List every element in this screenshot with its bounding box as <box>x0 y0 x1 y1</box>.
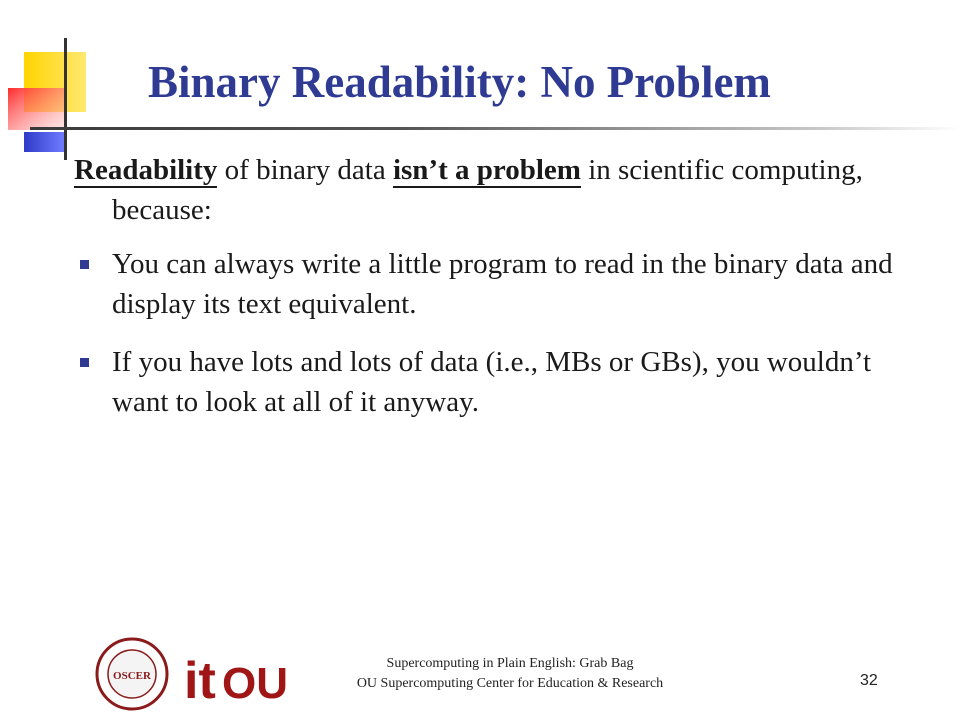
square-bullet-icon <box>80 358 89 367</box>
page-number: 32 <box>860 672 878 689</box>
slide-content <box>74 150 914 440</box>
intro-paragraph <box>74 150 914 230</box>
bullet-text: If you have lots and lots of data (i.e., MBs or GBs), you wouldn’t want to look at all of it anyway. <box>112 346 872 418</box>
square-bullet-icon <box>80 260 89 269</box>
vertical-line <box>64 38 67 160</box>
blue-block <box>24 132 64 152</box>
bullet-text: You can always write a little program to read in the binary data and display its text equivalent. <box>112 248 893 320</box>
corner-decoration <box>0 0 140 160</box>
seal-center-text: OSCER <box>113 670 151 682</box>
footer-line-1: Supercomputing in Plain English: Grab Bag <box>386 656 634 671</box>
intro-text-2: in scientific computing, because: <box>112 154 863 226</box>
bullet-list <box>74 244 914 422</box>
intro-text-1: of binary data <box>217 154 393 186</box>
footer-line-2: OU Supercomputing Center for Education & Research <box>356 676 664 691</box>
bullet-item <box>74 342 914 422</box>
oscer-seal-logo <box>97 639 167 709</box>
slide-title: Binary Readability: No Problem <box>148 57 771 107</box>
ou-logo-text: OU <box>222 659 288 708</box>
ou-logo <box>222 659 288 708</box>
emphasis-not-a-problem: isn’t a problem <box>392 154 581 186</box>
bullet-item <box>74 244 914 324</box>
title-rule <box>30 127 960 130</box>
it-logo-text: it <box>184 652 216 710</box>
red-block <box>8 88 64 130</box>
footer <box>310 654 710 694</box>
emphasis-readability: Readability <box>74 154 218 186</box>
footer-logos <box>94 636 288 712</box>
it-logo <box>184 652 216 710</box>
